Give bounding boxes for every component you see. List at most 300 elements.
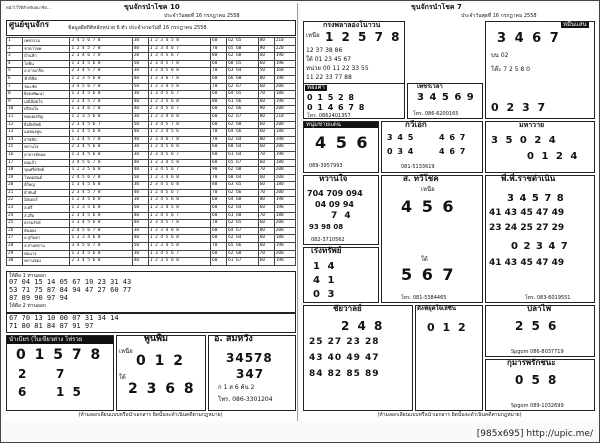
table-cell: 1 2 3 4 5 6 [148,129,210,137]
table-cell: ส.ศรี [23,205,70,213]
table-cell: ธรรมรักษ์ [23,220,70,228]
k4-n3: โต๊ะ 7 2 5 8 0 [491,66,530,73]
table-cell: 40 [132,212,148,220]
table-cell: 64 66 [227,129,258,137]
table-row [7,98,296,106]
table-cell: 64 68 [227,197,258,205]
table-cell: 20 [7,182,23,190]
table-cell: ชนะชัย [23,83,70,91]
table-row [7,167,296,175]
table-cell: 1 2 4 5 6 7 [148,189,210,197]
table-cell: 60 [258,159,274,167]
table-cell: 180 [274,212,295,220]
k10-row2: 23 24 25 27 29 [489,223,565,233]
table-row [7,159,296,167]
table-cell: 30 [132,250,148,258]
table-cell: 40 [132,136,148,144]
k9-num: 4 5 6 [401,197,456,216]
k1-title: กรงพลาลอ่งโนาวน [323,21,381,29]
box-somwang-n2: 347 [236,367,265,381]
table-cell: 18 [7,167,23,175]
box-poonpim-down: ใต้ [119,374,126,381]
table-cell: 62 64 [227,136,258,144]
table-cell: 70 [211,220,227,228]
center-title: ศูนย์ขุนจักร [9,20,49,29]
table-cell: อ.สุกันตา [23,235,70,243]
table-cell: 1 2 3 4 6 8 [148,113,210,121]
table-cell: พรานโจ [23,144,70,152]
box-beer-title: นำเบียร (ใบเขียวต่าง ไห่รวย [7,336,113,344]
table-row [7,220,296,228]
table-cell: 2 3 4 5 6 7 [148,106,210,114]
table-cell: ส.ปากเกร็ด [23,68,70,76]
table-cell: 70 [258,91,274,99]
table-cell: 60 [211,250,227,258]
table-cell: 62 65 [227,220,258,228]
table-cell: 200 [274,83,295,91]
table-cell: 60 [211,91,227,99]
table-cell: 60 [211,106,227,114]
table-cell: 5 [7,68,23,76]
table-cell: 2 3 4 5 7 8 [70,68,132,76]
table-cell: 180 [274,129,295,137]
table-row [7,258,296,266]
table-cell: 12 [7,121,23,129]
summary2-line-1: 67 70 13 10 00 07 31 34 14 [9,314,119,322]
table-cell: 80 [211,98,227,106]
table-cell: 60 [211,121,227,129]
table-cell: 40 [132,159,148,167]
table-cell: 14 [7,136,23,144]
k9-phone: โทร. 081-5384465 [401,295,447,301]
table-cell: 2 3 4 5 7 8 [70,98,132,106]
table-cell: 60 [258,174,274,182]
table-cell: 25 [7,220,23,228]
table-cell: 1 2 3 4 5 8 [148,38,210,46]
table-cell: 1 2 3 4 6 8 [148,174,210,182]
table-cell: 190 [274,151,295,159]
k2-n2: 0 1 4 6 7 8 [307,103,366,112]
table-cell: 2 3 4 5 7 8 [148,220,210,228]
table-cell: 1 2 3 4 6 8 [70,235,132,243]
k3-title: เพชรเวลา [417,83,443,90]
left-header-date: ประจำวันพุธที่ 16 กรกฎาคม 2558 [164,13,240,19]
table-row [7,60,296,68]
k13-n1: 0 1 2 [427,321,468,334]
table-cell: 200 [274,167,295,175]
left-header-title: ขุนจักรนำโชค 10 [124,3,180,11]
table-cell: 70 [258,151,274,159]
k9-num2: 5 6 7 [401,265,456,284]
table-cell: 30 [132,113,148,121]
k1-row1: 12 37 38 86 [306,47,343,54]
table-cell: โยธิน [23,60,70,68]
k10-n1: 3 4 5 7 8 [507,193,565,204]
table-cell: 2 3 4 5 6 7 [148,151,210,159]
table-cell: ชาตาโชค [23,45,70,53]
table-cell: 190 [274,258,295,266]
table-cell: 80 [258,197,274,205]
table-cell: 63 65 [227,182,258,190]
k2-title: ทองคำ [307,84,325,91]
table-cell: 1 2 3 5 6 8 [70,205,132,213]
table-cell: 80 [258,113,274,121]
table-cell: 1 3 4 5 6 8 [70,182,132,190]
right-footer: (ห้ามลอกเลียนแบบหรือนำเอกสาร ผิดนั้นจะดำเนินคดีตามกฎหมาย) [377,412,522,418]
table-cell: 220 [274,45,295,53]
table-cell: 40 [132,129,148,137]
table-cell: 1 [7,38,23,46]
k9-up: เหนือ [421,186,435,193]
table-cell: 60 [211,144,227,152]
table-cell: 62 66 [227,106,258,114]
table-row [7,174,296,182]
table-cell: 60 [258,205,274,213]
box-poonpim-up: เหนือ [119,348,133,355]
left-footer: (ห้ามลอกเลียนแบบหรือนำเอกสาร ผิดนั้นจะดำเนินคดีตามกฎหมาย) [78,412,223,418]
k10-row1: 41 43 45 47 49 [489,208,565,218]
table-cell: 60 [211,159,227,167]
table-cell: 200 [274,174,295,182]
table-cell: 60 [211,38,227,46]
table-cell: 3 [7,53,23,61]
table-cell: 60 64 [227,144,258,152]
k6-n4: 4 6 7 [439,147,467,156]
table-row [7,144,296,152]
table-cell: อาจารย์หมอ [23,151,70,159]
table-cell: 30 [132,38,148,46]
table-cell: 70 [258,250,274,258]
table-cell: 200 [274,121,295,129]
table-cell: 60 [258,121,274,129]
table-row [7,106,296,114]
table-cell: 3 4 5 6 7 8 [70,159,132,167]
table-cell: 40 [132,106,148,114]
table-cell: ดีใหญ่ [23,182,70,190]
table-cell: 1 2 3 5 6 8 [70,75,132,83]
table-cell: 70 [211,174,227,182]
table-cell: 60 [211,151,227,159]
table-cell: 190 [274,197,295,205]
table-cell: 1 2 4 5 6 8 [70,91,132,99]
table-cell: 30 [132,151,148,159]
table-cell: 80 [211,182,227,190]
k8-n2: 04 09 94 [315,200,354,209]
right-page [301,3,598,421]
k4-tag: หมื่นแสน [563,21,587,28]
table-cell: 50 [132,83,148,91]
table-cell: 20 [132,53,148,61]
table-cell: 190 [274,205,295,213]
table-cell: 60 [211,75,227,83]
table-cell: 30 [132,197,148,205]
k1-row3: หน่วย 00 11 22 33 55 [306,65,369,72]
table-row [7,68,296,76]
k15-num: 0 5 8 [515,373,559,387]
table-cell: 10 [7,106,23,114]
table-cell: 60 [258,98,274,106]
table-cell: 21 [7,189,23,197]
box-somwang-phone: โทร. 086-3301204 [218,396,273,403]
table-cell: 2 3 4 5 6 8 [148,182,210,190]
table-row [7,91,296,99]
table-cell: 11 [7,113,23,121]
table-row [7,129,296,137]
k14-title: ปลาไฟ [527,304,552,313]
table-cell: 1 2 4 5 6 8 [70,151,132,159]
table-cell: 6 [7,75,23,83]
table-cell: 66 68 [227,75,258,83]
k10-phone: โทร. 083-6019551 [525,295,571,301]
k7-title: มหาวาย [519,121,545,129]
table-cell: 1 3 4 6 7 8 [70,106,132,114]
table-cell: 15 [7,144,23,152]
table-cell: โชคอนันต์ [23,174,70,182]
k4-n2: บน 02 [491,52,509,59]
table-cell: 1 2 3 4 6 8 [148,227,210,235]
table-cell: 80 [211,53,227,61]
table-cell: 70 [258,167,274,175]
table-cell: 60 [258,243,274,251]
table-cell: 3 4 5 6 7 8 [70,83,132,91]
table-cell: 60 [211,205,227,213]
table-cell: 1 2 3 5 6 8 [148,258,210,266]
table-row [7,205,296,213]
table-cell: 60 [258,144,274,152]
table-cell: 60 [258,83,274,91]
table-cell: 40 [132,258,148,266]
table-row [7,121,296,129]
table-cell: มิสเตอร์ [23,197,70,205]
right-header-date: ประจำวันพุธที่ 16 กรกฎาคม 2558 [461,13,537,19]
table-cell: 200 [274,144,295,152]
box-beer-num: 0 1 5 7 8 [16,347,103,363]
table-cell: 40 [132,98,148,106]
table-cell: 63 64 [227,68,258,76]
table-cell: 62 68 [227,121,258,129]
table-cell: 70 [211,189,227,197]
box-poonpim [116,335,206,411]
table-cell: 17 [7,159,23,167]
table-cell: พ่อนาจ [23,250,70,258]
box-beer-b: 7 [56,367,67,381]
table-cell: 60 [211,212,227,220]
table-cell: 30 [7,258,23,266]
left-page [4,3,298,421]
table-cell: 2 3 4 5 6 8 [70,212,132,220]
table-cell: 70 [211,68,227,76]
table-cell: 50 [132,205,148,213]
table-cell: บ้านฟ้า [23,53,70,61]
box-poonpim-num1: 0 1 2 [136,353,185,369]
k1-num: 1 2 5 7 8 [325,30,402,44]
table-cell: 30 [132,68,148,76]
k15-phone: Spgom 089-1032699 [511,403,564,409]
table-cell: 22 [7,197,23,205]
table-cell: 180 [274,91,295,99]
k6-phone: 081-5133619 [401,164,435,170]
table-cell: 61 68 [227,212,258,220]
k8-phone: 082-3710562 [311,237,345,243]
table-cell: 200 [274,189,295,197]
k11-title: เร่งทรัพย์ [311,246,342,255]
table-cell: 90 [258,45,274,53]
table-cell: 40 [132,167,148,175]
table-cell: 1 2 4 5 6 8 [70,129,132,137]
k14-phone: Spgom 086-8037719 [511,349,564,355]
table-row [7,151,296,159]
table-cell: 23 [7,205,23,213]
table-cell: 16 [7,151,23,159]
box-poonpim-title: พูนพิม [144,334,168,344]
table-cell: 50 [258,68,274,76]
table-cell: 1 2 4 5 6 8 [148,144,210,152]
table-cell: 70 [258,189,274,197]
table-cell: 8 [7,91,23,99]
table-cell: 65 66 [227,243,258,251]
table-cell: 62 66 [227,189,258,197]
table-cell: 61 66 [227,98,258,106]
table-cell: 60 [258,182,274,190]
table-cell: ผิงหงพัฒนา [23,91,70,99]
table-cell: 1 2 3 4 5 8 [148,243,210,251]
table-cell: ผ้ายันต์ [23,189,70,197]
table-cell: 62 64 [227,235,258,243]
table-cell: 30 [132,227,148,235]
table-cell: 30 [132,182,148,190]
table-row [7,182,296,190]
table-row [7,227,296,235]
table-row [7,235,296,243]
table-cell: 200 [274,250,295,258]
table-cell: 2 3 4 5 6 8 [70,144,132,152]
table-cell: 1 3 4 5 6 7 [148,91,210,99]
table-cell: 1 2 3 5 6 8 [148,98,210,106]
table-row [7,197,296,205]
table-row [7,136,296,144]
table-cell: 60 [258,258,274,266]
k5-phone: 089-3957993 [309,163,343,169]
table-cell: 1 2 3 6 7 8 [148,75,210,83]
table-row [7,45,296,53]
table-cell: 62 68 [227,167,258,175]
table-cell: 27 [7,235,23,243]
table-cell: 70 [211,83,227,91]
table-cell: 2 3 4 5 7 8 [70,189,132,197]
table-cell: 2 3 4 5 6 7 [70,121,132,129]
table-cell: 60 [258,53,274,61]
k6-title: กวีเอก [405,120,427,129]
table-cell: 180 [274,235,295,243]
table-cell: 190 [274,75,295,83]
table-cell: 3 4 5 6 7 8 [70,243,132,251]
table-cell: 2 3 4 5 7 8 [148,60,210,68]
table-cell: 2 [7,45,23,53]
table-cell: 40 [132,220,148,228]
k4-n1: 3 4 6 7 [497,31,561,46]
k11-n3: 0 3 [313,289,337,300]
table-cell: 1 2 4 5 6 8 [70,250,132,258]
table-cell: 62 64 [227,205,258,213]
table-cell: 80 [258,38,274,46]
k10-row3: 41 43 45 47 49 [489,258,565,268]
table-cell: 50 [132,243,148,251]
table-cell: 180 [274,159,295,167]
table-cell: 50 [132,174,148,182]
k3-num: 3 4 5 6 9 [417,92,475,103]
table-cell: 1 2 3 4 5 8 [148,205,210,213]
box-beer-d: 1 5 [56,385,83,399]
table-cell: 190 [274,60,295,68]
table-cell: ฝนแก้ว [23,159,70,167]
table-cell: 1 2 4 5 7 8 [70,45,132,53]
table-cell: ตันหยง [23,227,70,235]
table-cell: 50 [132,121,148,129]
table-cell: 64 65 [227,91,258,99]
summary-line-1: 07 04 15 14 05 67 10 23 31 43 [9,278,132,286]
table-cell: 40 [132,45,148,53]
k7-n2: 0 1 2 4 [527,151,580,162]
box-somwang-title: อ. สมหวัง [214,334,253,344]
table-cell: 1 3 4 5 6 7 [148,53,210,61]
table-cell: 1 3 4 5 6 7 [148,250,210,258]
table-cell: 1 3 4 5 6 7 [148,167,210,175]
table-cell: 60 [258,129,274,137]
table-cell: เพชรรวม [23,38,70,46]
table-cell: 190 [274,53,295,61]
k12-title: ชัยวาลย์ [333,304,362,313]
table-cell: 80 [258,75,274,83]
table-cell: 200 [274,106,295,114]
table-cell: 50 [132,60,148,68]
table-cell: 80 [258,227,274,235]
k1-row4: 11 22 33 77 88 [306,74,352,81]
table-cell: 200 [274,227,295,235]
k12-n4: 84 82 85 89 [309,369,380,379]
k6-n2: 4 6 7 [439,133,467,142]
table-cell: 28 [7,243,23,251]
hint-2: ให้ดีอ 2 ท่านออก [9,303,46,309]
table-cell: 80 [258,136,274,144]
table-row [7,38,296,46]
k14-num: 2 5 6 [515,319,559,333]
box-somwang-n3: ก 1 ส 6 ค้น 2 [218,384,255,391]
table-cell: 62 68 [227,250,258,258]
table-cell: ส.สามพราน [23,243,70,251]
table-cell: 64 67 [227,227,258,235]
table-cell: 1 3 4 5 7 8 [70,136,132,144]
table-cell: 90 [258,106,274,114]
table-cell: 60 [258,60,274,68]
table-cell: ธวัชชัย [23,136,70,144]
table-cell: 1 2 3 4 6 7 [148,45,210,53]
table-row [7,250,296,258]
k2-phone: โทร. 0862401357 [307,113,351,119]
table-cell: 29 [7,250,23,258]
left-header-note: หน้าไว้ใช้สำหรับสมาชิก... [6,5,51,10]
table-cell: 190 [274,136,295,144]
summary-line-3: 87 89 90 97 94 [9,294,69,302]
table-cell: 1 3 4 5 6 8 [70,220,132,228]
k11-n1: 1 4 [313,261,337,272]
table-cell: 1 3 4 5 7 8 [148,121,210,129]
summary-line-2: 53 71 75 87 84 94 47 27 60 77 [9,286,132,294]
k6-n3: 0 3 4 [387,147,415,156]
k5-num: 4 5 6 [315,133,370,152]
table-cell: 70 [211,243,227,251]
table-cell: ฟ้าลิขิต [23,75,70,83]
right-header-title: ขุนจักรนำโชค 7 [411,3,462,11]
